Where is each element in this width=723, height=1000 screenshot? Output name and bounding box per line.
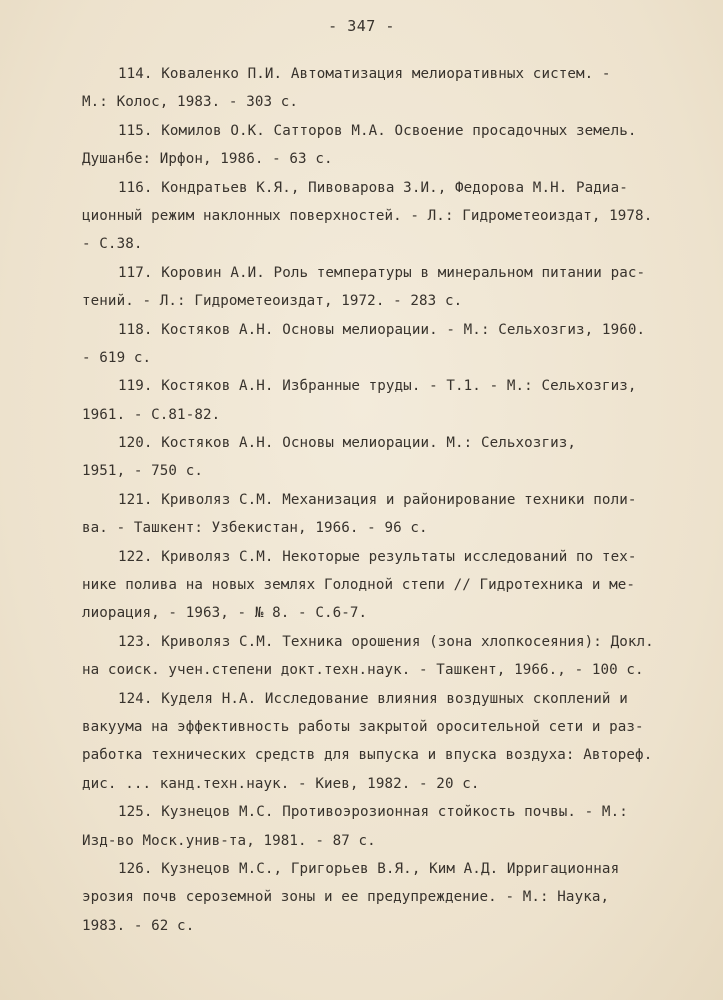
reference-line: 121. Криволяз С.М. Механизация и районирование техники поли- — [118, 491, 637, 508]
reference-line: - С.38. — [82, 236, 143, 253]
reference-line: 1951, - 750 с. — [82, 463, 203, 480]
reference-line: 122. Криволяз С.М. Некоторые результаты исследований по тех- — [118, 548, 637, 565]
reference-line: 126. Кузнецов М.С., Григорьев В.Я., Ким А.Д. Ирригационная — [118, 860, 620, 877]
reference-line: 117. Коровин А.И. Роль температуры в минеральном питании рас- — [118, 264, 646, 281]
reference-entry — [82, 60, 682, 117]
page-number: - 347 - — [328, 17, 395, 35]
reference-line: Душанбе: Ирфон, 1986. - 63 с. — [82, 151, 333, 168]
reference-entry — [82, 628, 682, 685]
reference-line: 115. Комилов О.К. Сатторов М.А. Освоение просадочных земель. — [118, 122, 637, 139]
reference-line: 125. Кузнецов М.С. Противоэрозионная стойкость почвы. - М.: — [118, 804, 628, 821]
reference-line: - 619 с. — [82, 349, 152, 366]
reference-line: ва. - Ташкент: Узбекистан, 1966. - 96 с. — [82, 520, 428, 537]
reference-line: дис. ... канд.техн.наук. - Киев, 1982. - 20 с. — [82, 775, 480, 792]
reference-entry — [82, 429, 682, 486]
reference-entry — [82, 798, 682, 855]
reference-line: Изд-во Моск.унив-та, 1981. - 87 с. — [82, 832, 376, 849]
reference-entry — [82, 486, 682, 543]
reference-line: 118. Костяков А.Н. Основы мелиорации. - М.: Сельхозгиз, 1960. — [118, 321, 646, 338]
reference-line: 119. Костяков А.Н. Избранные труды. - Т.1. - М.: Сельхозгиз, — [118, 378, 637, 395]
reference-line: тений. - Л.: Гидрометеоиздат, 1972. - 283 с. — [82, 293, 463, 310]
reference-line: нике полива на новых землях Голодной степи // Гидротехника и ме- — [82, 577, 636, 594]
reference-line: 1961. - С.81-82. — [82, 406, 221, 423]
reference-line: эрозия почв сероземной зоны и ее предупреждение. - М.: Наука, — [82, 889, 610, 906]
reference-entry — [82, 855, 682, 940]
reference-list — [82, 60, 682, 940]
reference-entry — [82, 685, 682, 799]
reference-line: на соиск. учен.степени докт.техн.наук. - Ташкент, 1966., - 100 с. — [82, 662, 644, 679]
reference-line: М.: Колос, 1983. - 303 с. — [82, 94, 299, 111]
reference-entry — [82, 259, 682, 316]
reference-line: 1983. - 62 с. — [82, 917, 195, 934]
reference-line: 114. Коваленко П.И. Автоматизация мелиоративных систем. - — [118, 66, 611, 82]
reference-entry — [82, 372, 682, 429]
reference-line: 124. Куделя Н.А. Исследование влияния воздушных скоплений и — [118, 690, 628, 707]
reference-line: вакуума на эффективность работы закрытой оросительной сети и раз- — [82, 718, 644, 735]
reference-line: 120. Костяков А.Н. Основы мелиорации. М.: Сельхозгиз, — [118, 435, 577, 452]
reference-entry — [82, 117, 682, 174]
reference-line: лиорация, - 1963, - № 8. - С.6-7. — [82, 605, 368, 622]
reference-line: 123. Криволяз С.М. Техника орошения (зона хлопкосеяния): Докл. — [118, 633, 654, 650]
reference-line: работка технических средств для выпуска и впуска воздуха: Автореф. — [82, 747, 653, 764]
reference-entry — [82, 543, 682, 628]
reference-line: 116. Кондратьев К.Я., Пивоварова З.И., Федорова М.Н. Радиа- — [118, 179, 628, 196]
reference-entry — [82, 174, 682, 259]
reference-line: ционный режим наклонных поверхностей. - Л.: Гидрометеоиздат, 1978. — [82, 207, 653, 224]
reference-entry — [82, 316, 682, 373]
